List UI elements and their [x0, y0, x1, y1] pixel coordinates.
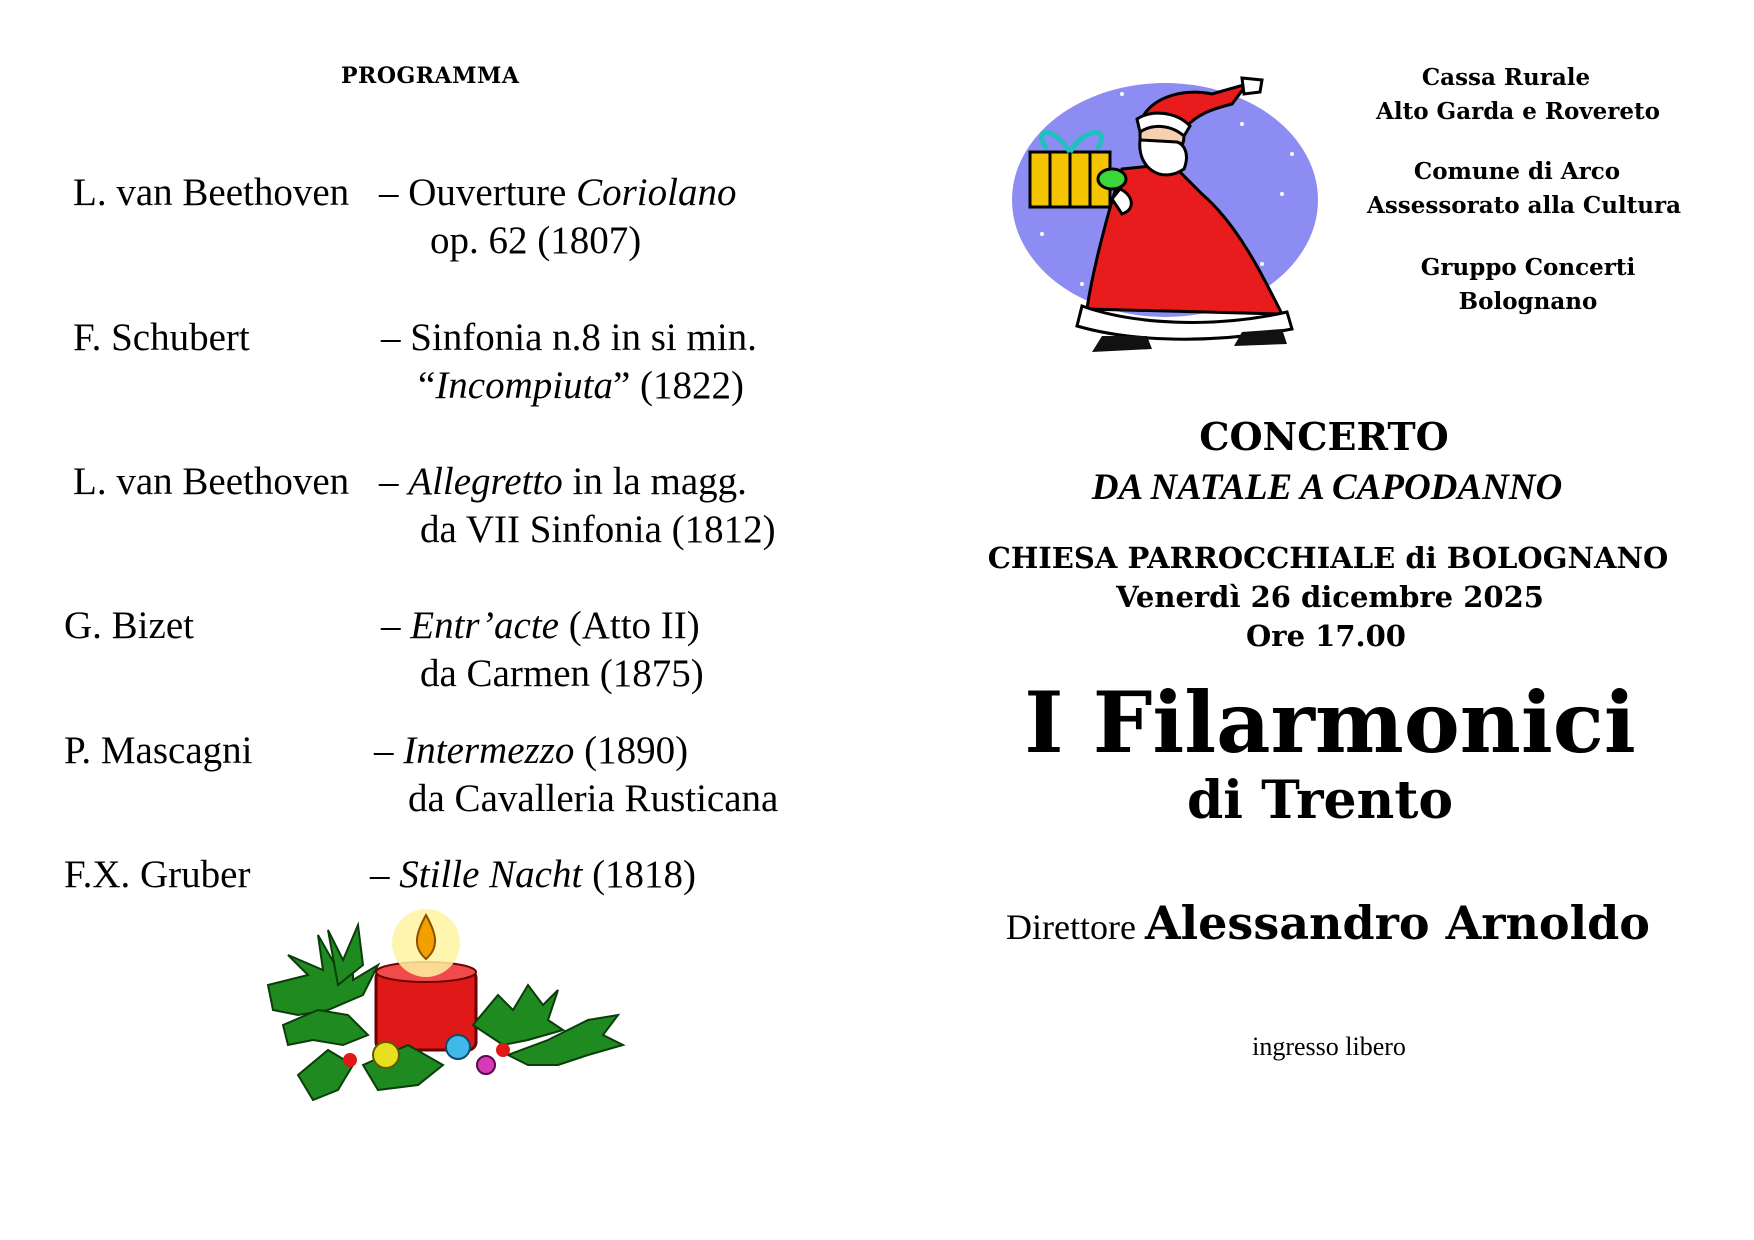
concerto-subtitle: DA NATALE A CAPODANNO	[1091, 467, 1563, 508]
piece-6-title-after: (1818)	[582, 853, 697, 896]
piece-5-title-text: –	[374, 729, 404, 772]
piece-3-composer: L. van Beethoven	[73, 460, 350, 503]
piece-2-detail-italic: Incompiuta	[435, 364, 613, 407]
piece-6-title-italic: Stille Nacht	[399, 853, 583, 896]
conductor	[1006, 896, 1650, 950]
piece-3-title-text: –	[379, 460, 409, 503]
piece-6-title	[370, 853, 696, 897]
piece-2-title-text: – Sinfonia n.8 in si min.	[381, 316, 757, 359]
piece-5-detail	[408, 777, 778, 821]
santa-claus-icon	[1012, 74, 1322, 354]
conductor-label: Direttore	[1006, 907, 1145, 947]
piece-5-detail-text: da Cavalleria Rusticana	[408, 777, 779, 820]
piece-4-composer: G. Bizet	[64, 604, 194, 647]
piece-5-title-italic: Intermezzo	[403, 729, 575, 772]
sponsor-cassa-rurale	[1376, 61, 1661, 129]
conductor-name: Alessandro Arnoldo	[1144, 896, 1650, 950]
sponsor-3-line1: Gruppo Concerti	[1420, 254, 1636, 281]
orchestra-name: I Filarmonici	[1024, 673, 1636, 772]
piece-4-title-after: (Atto II)	[558, 604, 700, 647]
piece-3-title	[379, 460, 747, 504]
piece-1-detail-text: op. 62 (1807)	[430, 219, 642, 262]
piece-3-title-after: in la magg.	[562, 460, 747, 503]
piece-4-detail-text: da Carmen (1875)	[420, 652, 704, 695]
piece-1-title-text: – Ouverture	[379, 171, 577, 214]
sponsor-2-line1: Comune di Arco	[1413, 158, 1621, 185]
sponsor-2-line2: Assessorato alla Cultura	[1367, 192, 1682, 219]
event-date: Venerdì 26 dicembre 2025	[1116, 580, 1544, 614]
sponsor-1-line2: Alto Garda e Rovereto	[1376, 98, 1661, 125]
orchestra-city: di Trento	[1186, 770, 1454, 831]
piece-4-title-italic: Entr’acte	[410, 604, 559, 647]
sponsor-1-line1: Cassa Rurale	[1421, 64, 1591, 91]
piece-6-composer: F.X. Gruber	[64, 853, 251, 896]
sponsor-gruppo-concerti	[1413, 251, 1643, 319]
programma-title: PROGRAMMA	[341, 63, 520, 89]
piece-3-detail	[420, 508, 776, 552]
piece-6-title-text: –	[370, 853, 400, 896]
piece-5-title	[374, 729, 688, 773]
event-time: Ore 17.00	[1246, 619, 1406, 653]
piece-3-detail-text: da VII Sinfonia (1812)	[420, 508, 776, 551]
christmas-candle-icon	[258, 915, 638, 1105]
piece-3-title-italic: Allegretto	[408, 460, 563, 503]
concerto-label: CONCERTO	[1199, 414, 1449, 459]
piece-2-detail-text: “	[418, 364, 436, 407]
piece-2-detail-after: ” (1822)	[612, 364, 744, 407]
entry-note: ingresso libero	[1252, 1032, 1406, 1061]
piece-2-composer: F. Schubert	[73, 316, 250, 359]
venue: CHIESA PARROCCHIALE di BOLOGNANO	[987, 541, 1669, 575]
piece-4-detail	[420, 652, 704, 696]
piece-5-composer: P. Mascagni	[64, 729, 253, 772]
piece-4-title-text: –	[381, 604, 411, 647]
piece-2-title	[381, 316, 757, 360]
piece-1-title	[379, 171, 736, 215]
piece-2-detail	[418, 364, 744, 408]
sponsor-3-line2: Bolognano	[1458, 288, 1598, 315]
piece-1-detail	[430, 219, 641, 263]
piece-1-title-italic: Coriolano	[576, 171, 737, 214]
piece-4-title	[381, 604, 700, 648]
piece-5-title-after: (1890)	[574, 729, 689, 772]
sponsor-comune-arco	[1367, 155, 1682, 223]
piece-1-composer: L. van Beethoven	[73, 171, 350, 214]
